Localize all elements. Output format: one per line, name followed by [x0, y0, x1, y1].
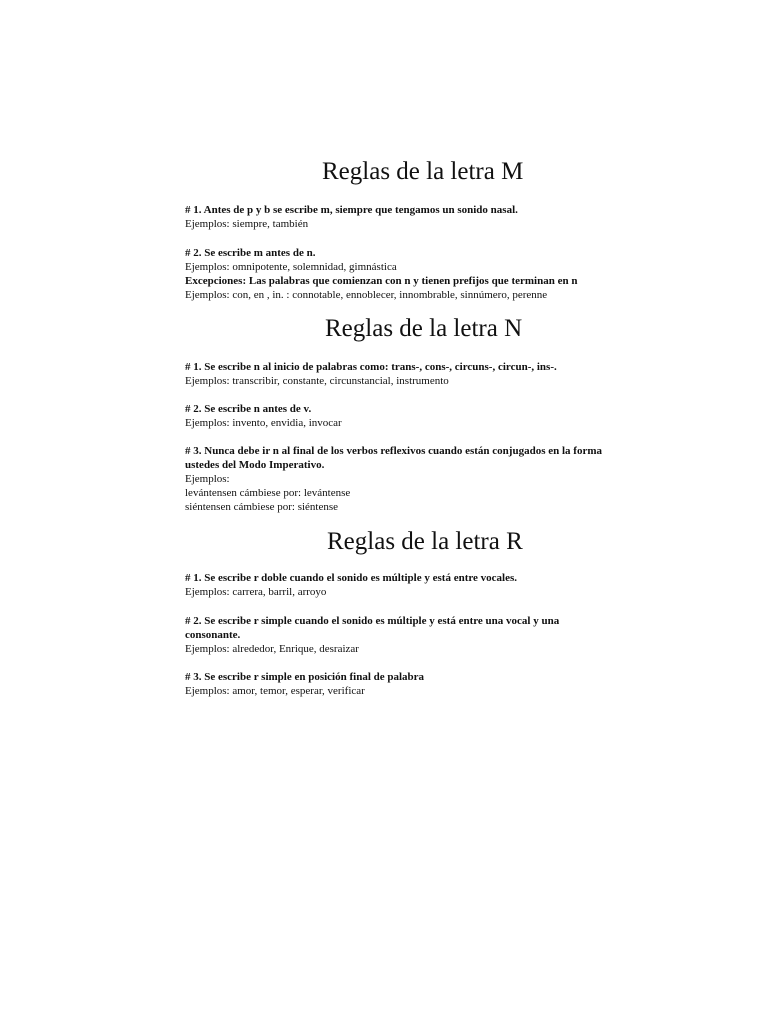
- rule-n-1: [185, 360, 685, 388]
- rule-m-2-exception-examples: Ejemplos: con, en , in. : connotable, ennoblecer, innombrable, sinnúmero, perenne: [185, 289, 548, 301]
- section-title-r: Reglas de la letra R: [327, 528, 523, 555]
- rule-m-1-examples: Ejemplos: siempre, también: [185, 218, 309, 230]
- rule-m-2-exceptions: Excepciones: Las palabras que comienzan con n y tienen prefijos que terminan en n: [185, 275, 578, 287]
- rule-r-3-text: # 3. Se escribe r simple en posición final de palabra: [185, 671, 425, 683]
- rule-n-3-example-2: siéntensen cámbiese por: siéntense: [185, 501, 339, 513]
- rule-n-3-example-1: levántensen cámbiese por: levántense: [185, 487, 351, 499]
- rule-m-2-text: # 2. Se escribe m antes de n.: [185, 247, 316, 259]
- rule-n-2-text: # 2. Se escribe n antes de v.: [185, 403, 312, 415]
- rule-n-1-text: # 1. Se escribe n al inicio de palabras como: trans-, cons-, circuns-, circun-, ins-.: [185, 361, 557, 373]
- rule-m-1-text: # 1. Antes de p y b se escribe m, siempre que tengamos un sonido nasal.: [185, 204, 518, 216]
- rule-r-1: [185, 571, 685, 599]
- rule-r-3: [185, 670, 685, 698]
- rule-r-2: [185, 614, 685, 656]
- rule-n-3-examples-label: Ejemplos:: [185, 473, 230, 485]
- rule-n-2-examples: Ejemplos: invento, envidia, invocar: [185, 417, 342, 429]
- rule-n-3-text-line1: # 3. Nunca debe ir n al final de los verbos reflexivos cuando están conjugados en la forma: [185, 445, 602, 457]
- rule-m-2: [185, 246, 685, 302]
- rule-n-3: [185, 444, 685, 514]
- rule-r-2-text-line2: consonante.: [185, 629, 241, 641]
- rule-n-2: [185, 402, 685, 430]
- rule-r-3-examples: Ejemplos: amor, temor, esperar, verificar: [185, 685, 365, 697]
- rule-r-2-text-line1: # 2. Se escribe r simple cuando el sonido es múltiple y está entre una vocal y una: [185, 615, 560, 627]
- rule-n-1-examples: Ejemplos: transcribir, constante, circunstancial, instrumento: [185, 375, 449, 387]
- rule-r-1-examples: Ejemplos: carrera, barril, arroyo: [185, 586, 327, 598]
- rule-m-2-examples: Ejemplos: omnipotente, solemnidad, gimnástica: [185, 261, 397, 273]
- rule-r-2-examples: Ejemplos: alrededor, Enrique, desraizar: [185, 643, 359, 655]
- rule-m-1: [185, 203, 685, 231]
- rule-r-1-text: # 1. Se escribe r doble cuando el sonido es múltiple y está entre vocales.: [185, 572, 518, 584]
- section-title-n: Reglas de la letra N: [325, 315, 523, 342]
- rule-n-3-text-line2: ustedes del Modo Imperativo.: [185, 459, 325, 471]
- section-title-m: Reglas de la letra M: [322, 158, 524, 185]
